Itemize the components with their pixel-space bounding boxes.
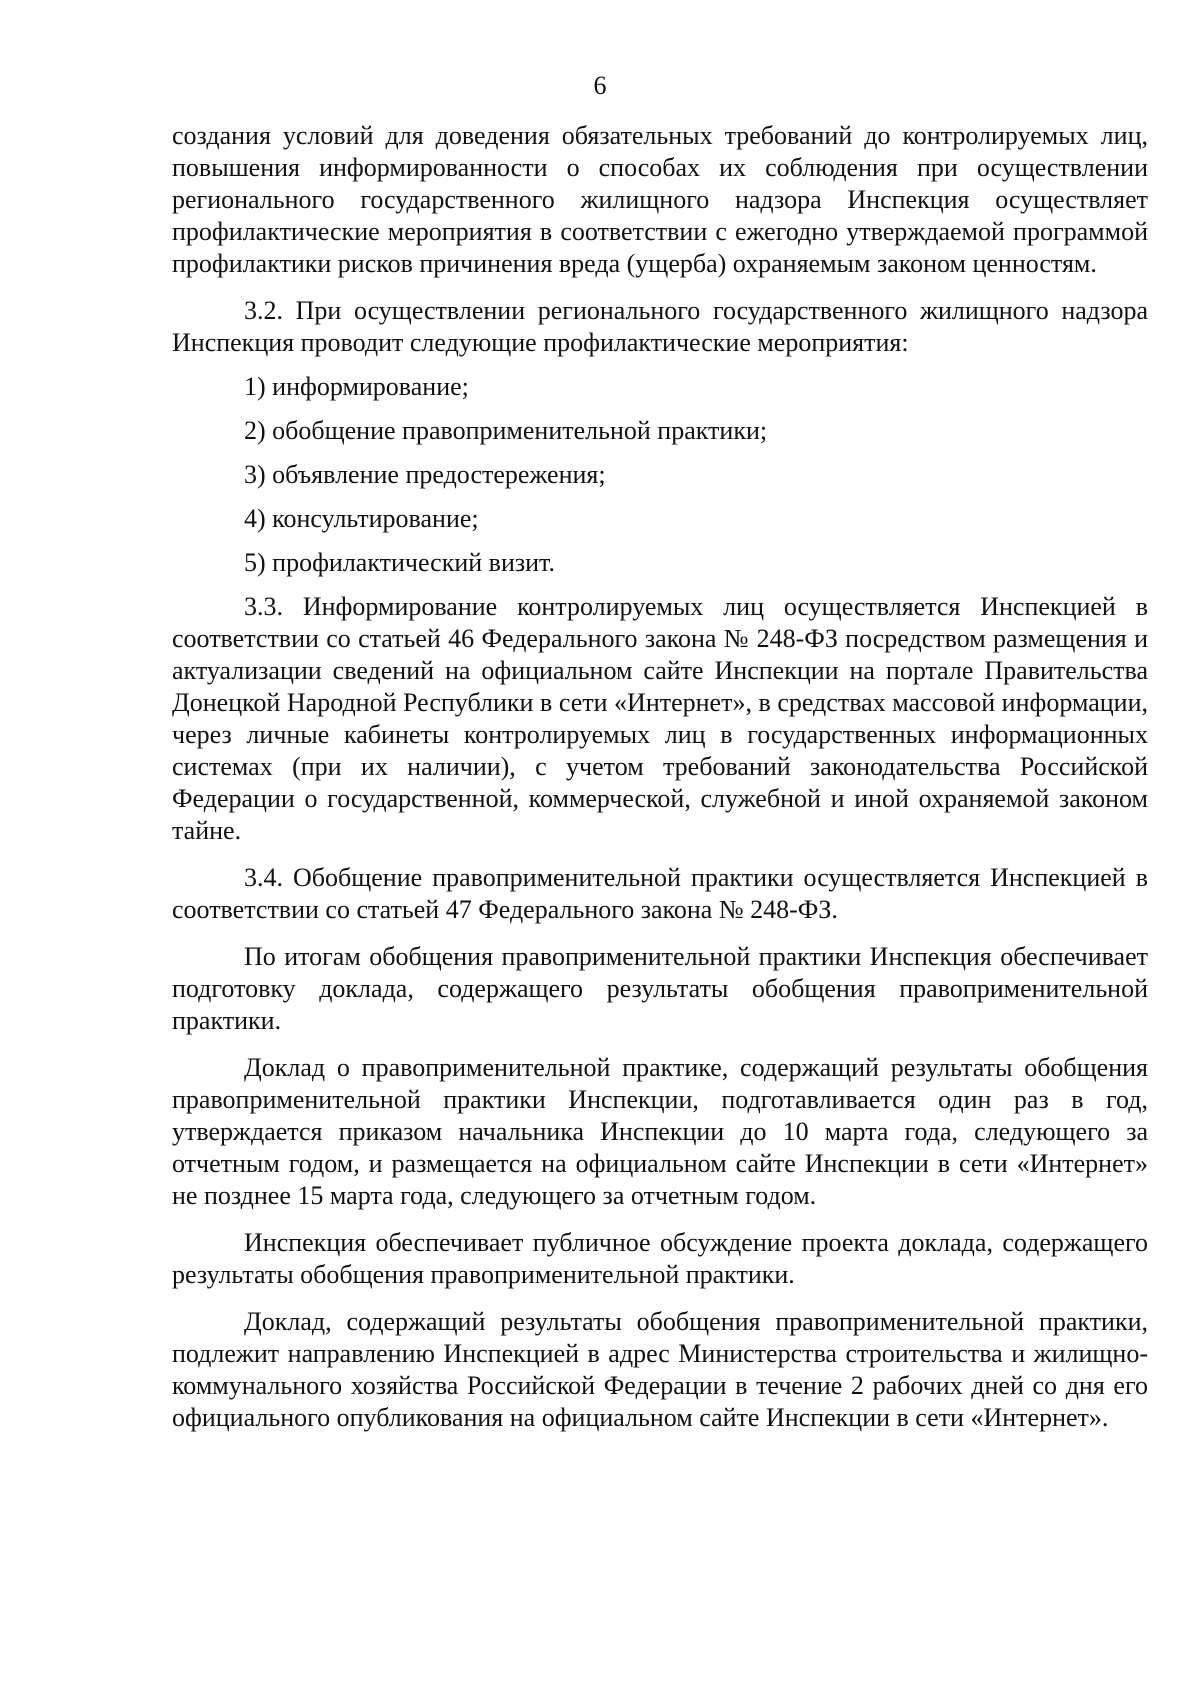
document-body — [172, 120, 1148, 1434]
list-item: 4) консультирование; — [244, 504, 479, 533]
paragraph-report-submission: Доклад, содержащий результаты обобщения правоприменительной практики, подлежит направлению Инспекцией в адрес Министерства строительства и жилищно-коммунального хозяйства Российской Федерации в течение 2 рабочих дней со дня его официального опубликования на официальном сайте Инспекции в сети «Интернет». — [172, 1307, 1148, 1432]
paragraph-continuation: создания условий для доведения обязательных требований до контролируемых лиц, повышения информированности о способах их соблюдения при осуществлении регионального государственного жилищного надзора Инспекция осуществляет профилактические мероприятия в соответствии с ежегодно утверждаемой программой профилактики рисков причинения вреда (ущерба) охраняемым законом ценностям. — [172, 121, 1148, 278]
list-item: 2) обобщение правоприменительной практики; — [244, 416, 768, 445]
list-item: 1) информирование; — [244, 372, 469, 401]
page-number: 6 — [593, 71, 607, 100]
measures-list — [172, 371, 1148, 579]
list-item: 3) объявление предостережения; — [244, 460, 606, 489]
paragraph-3-4: 3.4. Обобщение правоприменительной практики осуществляется Инспекцией в соответствии со статьей 47 Федерального закона № 248-ФЗ. — [172, 863, 1148, 924]
paragraph-public-discussion: Инспекция обеспечивает публичное обсуждение проекта доклада, содержащего результаты обобщения правоприменительной практики. — [172, 1228, 1148, 1289]
paragraph-3-3: 3.3. Информирование контролируемых лиц осуществляется Инспекцией в соответствии со статьей 46 Федерального закона № 248-ФЗ посредством размещения и актуализации сведений на официальном сайте Инспекции на портале Правительства Донецкой Народной Республики в сети «Интернет», в средствах массовой информации, через личные кабинеты контролируемых лиц в государственных информационных системах (при их наличии), с учетом требований законодательства Российской Федерации о государственной, коммерческой, служебной и иной охраняемой законом тайне. — [172, 592, 1148, 845]
paragraph-3-2: 3.2. При осуществлении регионального государственного жилищного надзора Инспекция проводит следующие профилактические мероприятия: — [172, 296, 1148, 357]
paragraph-report-preparation: По итогам обобщения правоприменительной практики Инспекция обеспечивает подготовку доклада, содержащего результаты обобщения правоприменительной практики. — [172, 942, 1148, 1035]
list-item: 5) профилактический визит. — [244, 548, 555, 577]
paragraph-report-approval: Доклад о правоприменительной практике, содержащий результаты обобщения правоприменительной практики Инспекции, подготавливается один раз в год, утверждается приказом начальника Инспекции до 10 марта года, следующего за отчетным годом, и размещается на официальном сайте Инспекции в сети «Интернет» не позднее 15 марта года, следующего за отчетным годом. — [172, 1053, 1148, 1210]
